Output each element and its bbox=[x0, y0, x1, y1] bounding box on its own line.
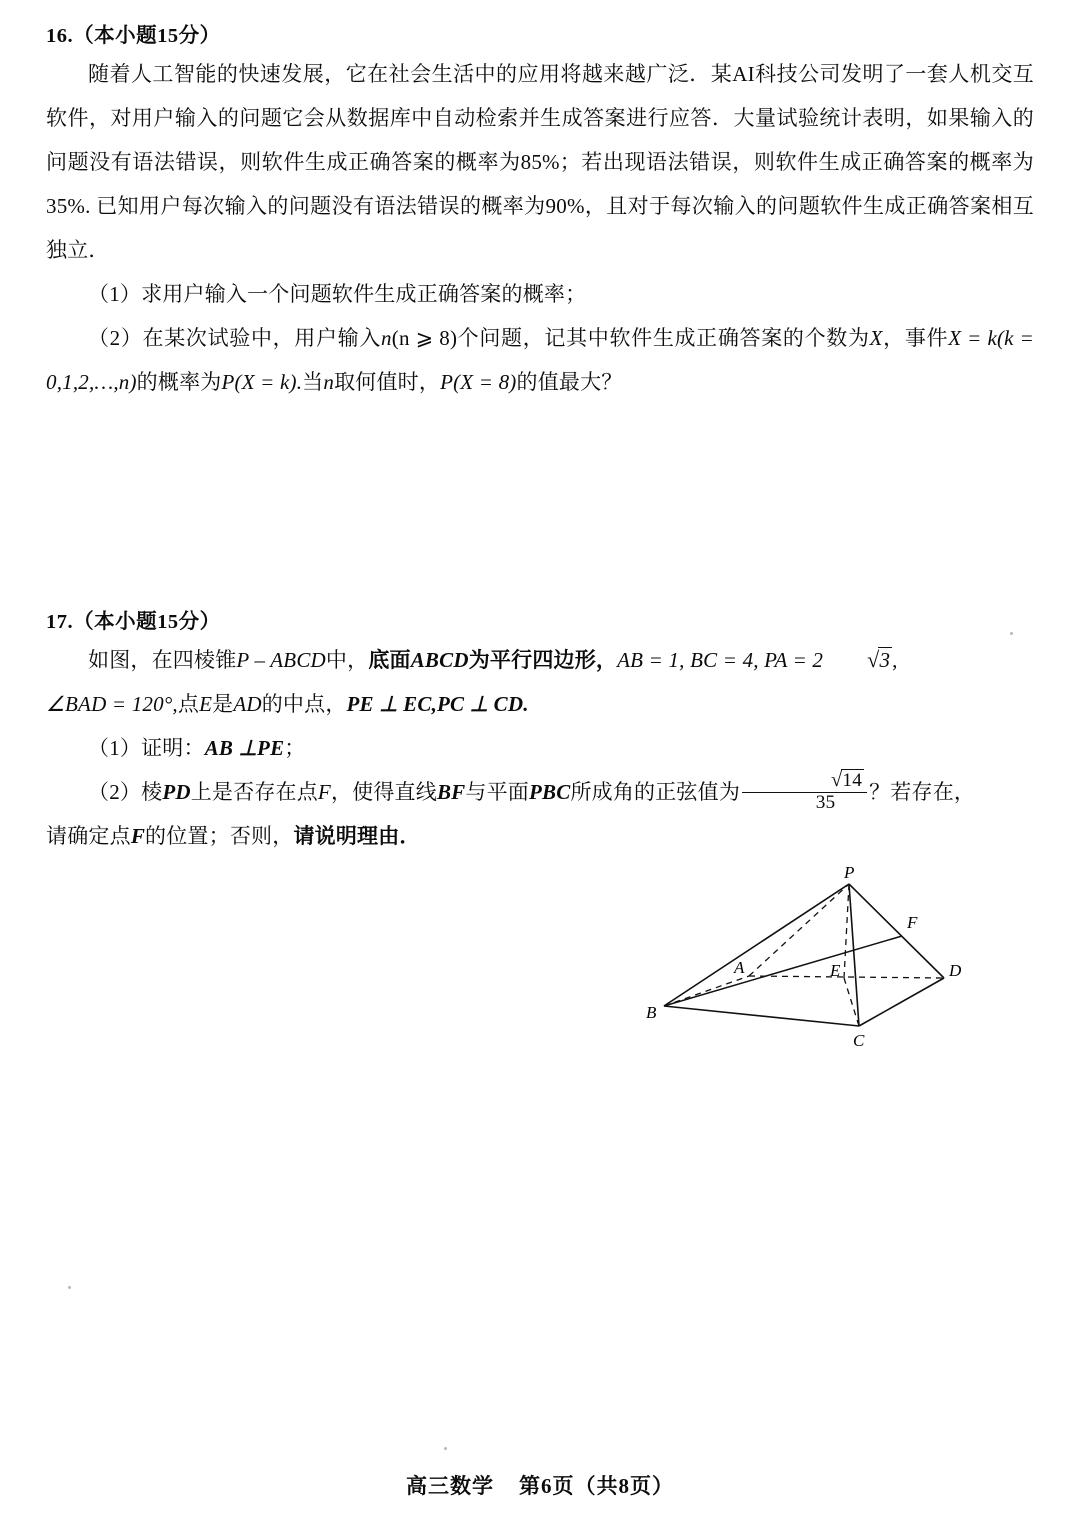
p17-point-E: E bbox=[199, 692, 213, 716]
p17-edge-PD: PD bbox=[162, 780, 191, 804]
p17-eq-angle-BAD: ∠BAD = 120°, bbox=[46, 692, 178, 716]
problem-16-part-1: （1）求用户输入一个问题软件生成正确答案的概率； bbox=[88, 282, 587, 306]
answer-space-16 bbox=[46, 404, 1034, 604]
p16-p2-text-g: 的值最大？ bbox=[516, 370, 623, 394]
figure-label-D: D bbox=[949, 961, 962, 980]
p17-eq-PE-EC: PE ⊥ EC, bbox=[346, 692, 438, 716]
p17-line-BF: BF bbox=[436, 780, 466, 804]
p17-eq-PA: PA = 2 bbox=[764, 648, 824, 672]
p16-eq-2: P(X = k). bbox=[221, 370, 303, 394]
page-footer bbox=[0, 1470, 1080, 1500]
figure-label-P: P bbox=[844, 866, 855, 882]
figure-label-A: A bbox=[734, 958, 745, 977]
p17-p2-text-b: 上是否存在点 bbox=[190, 780, 318, 804]
p17-p2-text-f: ？若存在， bbox=[869, 780, 976, 804]
p17-text-d: 点 bbox=[177, 692, 200, 716]
p16-var-n2: n bbox=[323, 370, 335, 394]
p16-p2-text-b: 个问题，记其中软件生成正确答案的个数为 bbox=[457, 326, 870, 350]
p16-eq-3: P(X = 8) bbox=[440, 370, 517, 394]
p17-eq-AB: AB = 1, bbox=[617, 648, 685, 672]
p16-p2-text-f: 取何值时， bbox=[334, 370, 441, 394]
p17-solid-PABCD: P – ABCD bbox=[236, 648, 326, 672]
footer-page-number: 第6页（共8页） bbox=[519, 1474, 674, 1498]
p17-text-b: 中， bbox=[325, 648, 369, 672]
p16-var-X: X bbox=[869, 326, 883, 350]
p16-p2-text-c: ，事件 bbox=[882, 326, 949, 350]
p17-text-base: 底面 bbox=[368, 648, 411, 672]
p17-p2-text-g: 请确定点 bbox=[46, 824, 131, 848]
footer-subject: 高三数学 bbox=[406, 1474, 494, 1498]
figure-label-C: C bbox=[853, 1031, 865, 1050]
p16-var-n: n bbox=[381, 326, 392, 350]
p17-p2-text-e: 所成角的正弦值为 bbox=[570, 780, 741, 804]
p17-eq-BC: BC = 4, bbox=[690, 648, 759, 672]
fraction-sqrt14-over-35: $\frac{√14}{35}$ bbox=[742, 770, 867, 813]
p17-seg-AD: AD bbox=[233, 692, 262, 716]
p17-eq-PC-CD: PC ⊥ CD. bbox=[437, 692, 529, 716]
problem-17-statement bbox=[46, 638, 1034, 726]
problem-16-number: 16.（本小题15分） bbox=[46, 25, 221, 47]
p16-p2-text-d: 的概率为 bbox=[136, 370, 222, 394]
scan-speck bbox=[68, 1286, 71, 1289]
problem-17-part-1 bbox=[46, 726, 1034, 770]
problem-17-number: 17.（本小题15分） bbox=[46, 611, 221, 633]
p17-text-c: 为平行四边形， bbox=[468, 648, 618, 672]
p16-p2-text-a: （2）在某次试验中，用户输入 bbox=[88, 326, 382, 350]
figure-label-B: B bbox=[646, 1003, 657, 1022]
p17-plane-PBC: PBC bbox=[528, 780, 571, 804]
p17-p2-text-d: 与平面 bbox=[465, 780, 529, 804]
problem-17-part-2 bbox=[46, 770, 1034, 858]
sqrt-3: √3 bbox=[867, 647, 891, 672]
p17-comma: , bbox=[892, 648, 898, 672]
p17-text-a: 如图，在四棱锥 bbox=[88, 648, 237, 672]
p17-p1-text-a: （1）证明： bbox=[88, 736, 205, 760]
figure-label-F: F bbox=[907, 913, 918, 932]
p17-point-F2: F bbox=[130, 824, 146, 848]
figure-pyramid-p-abcd bbox=[46, 866, 1034, 1096]
problem-17 bbox=[46, 604, 1034, 858]
p17-p1-text-b: ； bbox=[284, 736, 306, 760]
p16-p2-text-e: 当 bbox=[302, 370, 324, 394]
p17-text-e: 是 bbox=[212, 692, 234, 716]
p17-point-F: F bbox=[317, 780, 331, 804]
problem-16-part-2 bbox=[46, 316, 1034, 404]
scan-speck bbox=[444, 1447, 447, 1450]
p17-p2-text-a: （2）棱 bbox=[88, 780, 163, 804]
scan-speck bbox=[1010, 632, 1013, 635]
p17-quad-ABCD: ABCD bbox=[410, 648, 469, 672]
p17-p2-text-i: 请说明理由． bbox=[293, 824, 421, 848]
p17-text-f: 的中点， bbox=[261, 692, 347, 716]
p17-p2-text-h: 的位置；否则， bbox=[145, 824, 294, 848]
figure-label-E: E bbox=[830, 961, 841, 980]
p17-p2-text-c: ，使得直线 bbox=[330, 780, 437, 804]
p17-p1-eq: AB ⊥PE bbox=[204, 736, 285, 760]
p16-cond-n: (n ⩾ 8) bbox=[391, 326, 458, 350]
p16-eq-1: X = k(k = 0,1,2,…,n) bbox=[46, 326, 1034, 394]
problem-16 bbox=[46, 18, 1034, 404]
problem-16-body: 随着人工智能的快速发展，它在社会生活中的应用将越来越广泛．某AI科技公司发明了一套人机交互软件，对用户输入的问题它会从数据库中自动检索并生成答案进行应答．大量试验统计表明，如果输入的问题没有语法错误，则软件生成正确答案的概率为85%；若出现语法错误，则软件生成正确答案的概率为35%. 已知用户每次输入的问题没有语法错误的概率为90%，且对于每次输入的问题软件生成正确答案相互独立． bbox=[46, 62, 1034, 262]
